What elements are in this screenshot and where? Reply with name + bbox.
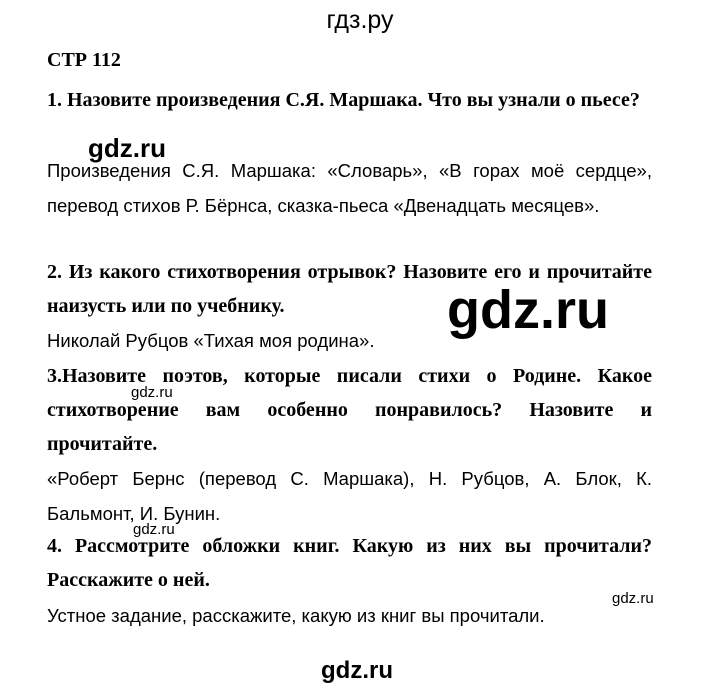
answer-2: Николай Рубцов «Тихая моя родина». (47, 330, 375, 351)
site-header: гдз.ру (326, 6, 394, 34)
watermark-6: gdz.ru (321, 657, 393, 684)
question-3: 3.Назовите поэтов, которые писали стихи о Родине. Какое стихотворение вам особенно понравилось? Назовите и прочитайте. (47, 365, 652, 455)
page-number: СТР 112 (47, 49, 121, 71)
watermark-1: gdz.ru (88, 133, 166, 163)
watermark-2: gdz.ru (447, 280, 609, 340)
watermark-4: gdz.ru (133, 521, 175, 538)
watermark-3: gdz.ru (131, 384, 173, 401)
answer-4: Устное задание, расскажите, какую из книг вы прочитали. (47, 605, 545, 626)
answer-3: «Роберт Бернс (перевод С. Маршака), Н. Рубцов, А. Блок, К. Бальмонт, И. Бунин. (47, 468, 652, 524)
question-1: 1. Назовите произведения С.Я. Маршака. Что вы узнали о пьесе? (47, 89, 640, 111)
question-4: 4. Рассмотрите обложки книг. Какую из них вы прочитали? Расскажите о ней. (47, 535, 652, 591)
answer-1: Произведения С.Я. Маршака: «Словарь», «В горах моё сердце», перевод стихов Р. Бёрнса, сказка-пьеса «Двенадцать месяцев». (47, 160, 652, 216)
question-2: 2. Из какого стихотворения отрывок? Назовите его и прочитайте наизусть или по учебнику. (47, 261, 652, 317)
watermark-5: gdz.ru (612, 590, 654, 607)
